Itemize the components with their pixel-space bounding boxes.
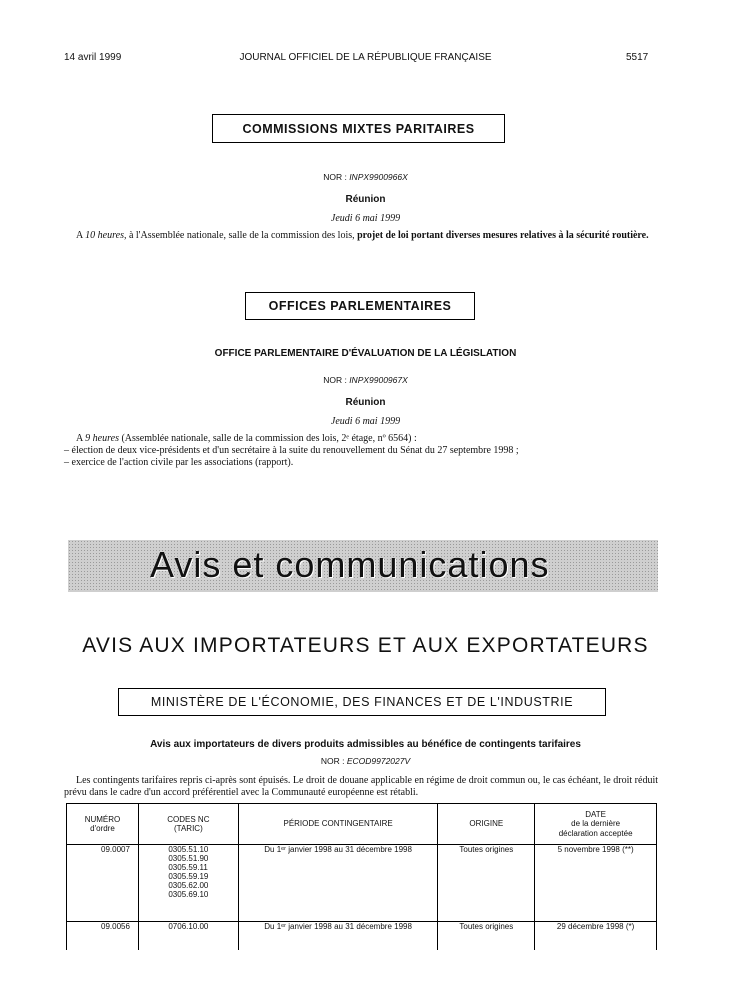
code: 0305.51.10: [168, 845, 209, 854]
page-number: 5517: [626, 52, 649, 63]
commissions-date: Jeudi 6 mai 1999: [330, 213, 401, 224]
cell-origine: Toutes origines: [438, 922, 535, 951]
nor-label: NOR :: [323, 172, 347, 182]
cell-periode: Du 1ᵉʳ janvier 1998 au 31 décembre 1998: [238, 922, 438, 951]
offices-paragraph: [76, 433, 666, 445]
text-b: (Assemblée nationale, salle de la commission des lois, 2ᵉ étage, nº 6564) :: [118, 433, 417, 444]
contingents-table: [66, 803, 657, 950]
journal-title: JOURNAL OFFICIEL DE LA RÉPUBLIQUE FRANÇAISE: [239, 52, 492, 63]
code: 0305.69.10: [168, 890, 209, 899]
cell-codes: [138, 845, 238, 922]
avis-heading: AVIS AUX IMPORTATEURS ET AUX EXPORTATEURS: [82, 634, 649, 657]
header-codes-line1: CODES NC: [167, 814, 210, 824]
offices-nor: [0, 375, 731, 385]
table-row: [67, 845, 657, 922]
bill-title: projet de loi portant diverses mesures relatives à la sécurité routière.: [357, 230, 649, 241]
header-periode: PÉRIODE CONTINGENTAIRE: [238, 804, 438, 845]
header-codes-line2: (TARIC): [174, 824, 203, 833]
time: 9 heures: [85, 433, 119, 444]
cell-numero: 09.0056: [67, 922, 139, 951]
avis-nor: [0, 756, 731, 766]
header-origine: ORIGINE: [438, 804, 535, 845]
nor-code: INPX9900967X: [349, 375, 408, 385]
header-codes: [138, 804, 238, 845]
offices-date: Jeudi 6 mai 1999: [330, 416, 401, 427]
offices-reunion: Réunion: [345, 397, 386, 408]
code: 0305.51.90: [168, 854, 209, 863]
commissions-nor: [0, 172, 731, 182]
cell-numero: 09.0007: [67, 845, 139, 922]
offices-item-1: – élection de deux vice-présidents et d'un secrétaire à la suite du renouvellement du Sénat du 27 septembre 1998 ;: [64, 445, 519, 456]
cell-origine: Toutes origines: [438, 845, 535, 922]
header-numero-line2: d'ordre: [90, 824, 115, 833]
offices-subtitle: OFFICE PARLEMENTAIRE D'ÉVALUATION DE LA LÉGISLATION: [214, 348, 517, 359]
nor-code: ECOD9972027V: [346, 756, 411, 766]
header-numero: [67, 804, 139, 845]
header-numero-line1: NUMÉRO: [84, 814, 121, 824]
time: 10 heures,: [85, 230, 127, 241]
cell-periode: Du 1ᵉʳ janvier 1998 au 31 décembre 1998: [238, 845, 438, 922]
header-date: 14 avril 1999: [64, 52, 122, 63]
code: 0305.62.00: [168, 881, 209, 890]
offices-item-2: – exercice de l'action civile par les associations (rapport).: [64, 457, 294, 468]
nor-label: NOR :: [323, 375, 347, 385]
avis-banner: [68, 540, 658, 592]
table-header-row: [67, 804, 657, 845]
avis-subtitle: Avis aux importateurs de divers produits admissibles au bénéfice de contingents tarifaires: [150, 739, 581, 750]
text-a: A: [76, 230, 86, 241]
header-date-line3: déclaration acceptée: [558, 828, 633, 838]
code: 0706.10.00: [168, 922, 209, 931]
header-date-line2: de la dernière: [571, 819, 621, 829]
commissions-reunion: Réunion: [345, 194, 386, 205]
offices-line-1: [76, 433, 666, 445]
avis-paragraph: Les contingents tarifaires repris ci-après sont épuisés. Le droit de douane applicable en régime de droit commun ou, le cas échéant, le droit réduit prévu dans le cadre d'un accord préférentiel avec la Communauté européenne est rétabli.: [64, 775, 658, 798]
commissions-paragraph: [64, 230, 658, 242]
header-date-line1: DATE: [585, 809, 606, 819]
offices-box-title: OFFICES PARLEMENTAIRES: [245, 292, 475, 320]
nor-label: NOR :: [320, 756, 345, 766]
cell-date: 5 novembre 1998 (**): [535, 845, 657, 922]
header-date: [535, 804, 657, 845]
cell-codes: [138, 922, 238, 951]
text-b: à l'Assemblée nationale, salle de la commission des lois,: [126, 230, 358, 241]
nor-code: INPX9900966X: [349, 172, 408, 182]
cell-date: 29 décembre 1998 (*): [535, 922, 657, 951]
code: 0305.59.11: [168, 863, 208, 872]
text-a: A: [76, 433, 86, 444]
commissions-box-title: COMMISSIONS MIXTES PARITAIRES: [212, 114, 505, 143]
code: 0305.59.19: [168, 872, 209, 881]
ministry-box-title: MINISTÈRE DE L'ÉCONOMIE, DES FINANCES ET DE L'INDUSTRIE: [118, 688, 606, 716]
table-row: [67, 922, 657, 951]
banner-title: Avis et communications: [150, 544, 550, 585]
